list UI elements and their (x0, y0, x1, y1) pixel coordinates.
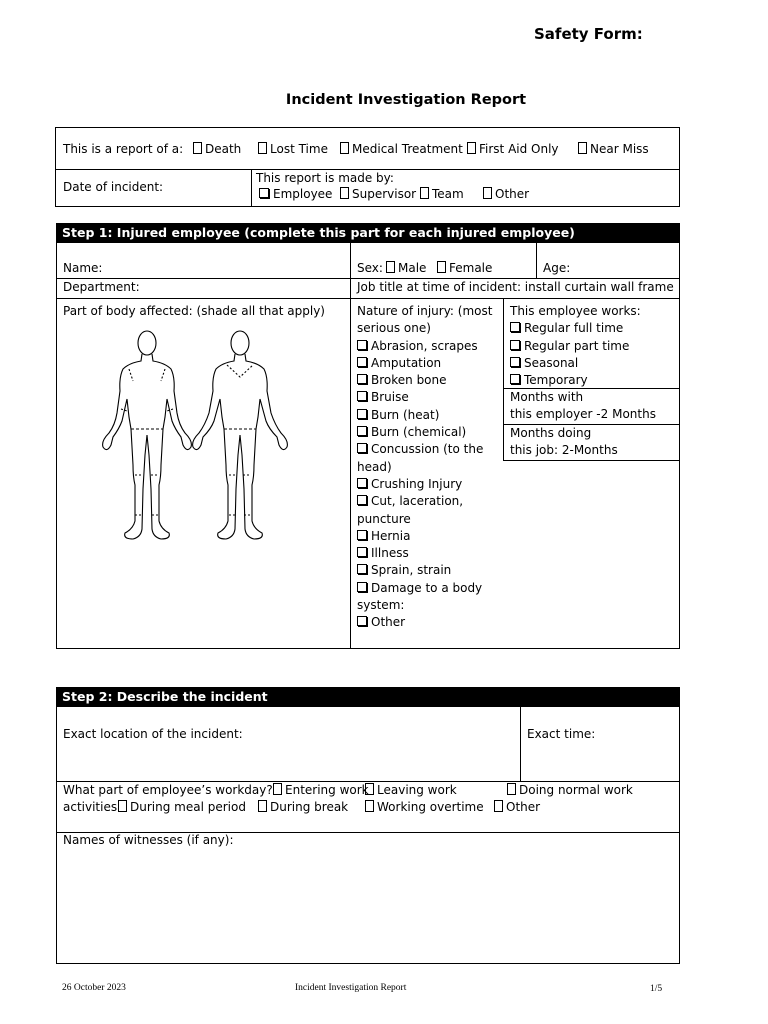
checkbox-icon (437, 261, 446, 273)
checkbox-icon (259, 188, 269, 198)
workday-entering-work[interactable]: Entering work (273, 782, 369, 799)
checkbox-icon (483, 187, 492, 199)
footer-date: 26 October 2023 (62, 983, 126, 993)
job-title: Job title at time of incident: install curtain wall frame (357, 280, 674, 294)
footer-page-number: 1/5 (650, 984, 663, 994)
nature-label: Nature of injury: (most (357, 304, 493, 318)
checkbox-icon (357, 391, 367, 401)
checkbox-icon (273, 783, 282, 795)
sex-field: Sex: (357, 261, 383, 275)
footer-doc-title: Incident Investigation Report (295, 983, 407, 993)
checkbox-icon (365, 783, 374, 795)
workday-activities: activities (63, 800, 118, 814)
checkbox-icon (340, 187, 349, 199)
checkbox-icon (365, 800, 374, 812)
checkbox-icon (357, 547, 367, 557)
checkbox-icon (510, 340, 520, 350)
nature-option[interactable]: Broken bone (357, 372, 492, 389)
workday-working-overtime[interactable]: Working overtime (365, 799, 484, 816)
checkbox-icon (118, 800, 127, 812)
months-with-value: this employer -2 Months (510, 407, 656, 422)
workday-doing-normal-work[interactable]: Doing normal work (507, 782, 633, 799)
nature-option-cont: puncture (357, 511, 411, 526)
workday-other[interactable]: Other (494, 799, 540, 816)
name-label: Name: (63, 261, 103, 275)
checkbox-icon (357, 340, 367, 350)
report-type-first-aid[interactable]: First Aid Only (467, 141, 559, 158)
step2-header: Step 2: Describe the incident (56, 687, 680, 706)
nature-option[interactable]: Other (357, 614, 492, 631)
nature-option[interactable]: Burn (heat) (357, 407, 492, 424)
date-of-incident-label: Date of incident: (63, 180, 164, 194)
checkbox-icon (510, 374, 520, 384)
checkbox-icon (420, 187, 429, 199)
checkbox-icon (357, 374, 367, 384)
checkbox-icon (510, 357, 520, 367)
works-option[interactable]: Seasonal (510, 355, 641, 372)
report-type-lost-time[interactable]: Lost Time (258, 141, 328, 158)
nature-option[interactable]: Cut, laceration, (357, 493, 492, 510)
checkbox-icon (258, 142, 267, 154)
months-doing-label: Months doing (510, 426, 592, 440)
nature-option[interactable]: Illness (357, 545, 492, 562)
checkbox-icon (578, 142, 587, 154)
checkbox-icon (507, 783, 516, 795)
checkbox-icon (340, 142, 349, 154)
checkbox-icon (357, 357, 367, 367)
checkbox-icon (357, 478, 367, 488)
checkbox-icon (357, 443, 367, 453)
nature-label: serious one) (357, 321, 431, 336)
exact-time-label: Exact time: (527, 727, 596, 741)
report-type-label: This is a report of a: (63, 142, 184, 156)
made-by-label: This report is made by: (256, 171, 394, 185)
witnesses-label: Names of witnesses (if any): (63, 833, 234, 847)
months-with-employer (510, 389, 656, 424)
checkbox-icon (467, 142, 476, 154)
checkbox-icon (357, 409, 367, 419)
months-doing-value: this job: 2-Months (510, 443, 618, 458)
workday-meal-period[interactable]: During meal period (118, 799, 246, 816)
nature-option[interactable]: Abrasion, scrapes (357, 338, 492, 355)
made-by-other[interactable]: Other (483, 186, 529, 203)
checkbox-icon (357, 426, 367, 436)
exact-location-label: Exact location of the incident: (63, 727, 243, 741)
body-part-label: Part of body affected: (shade all that apply) (63, 304, 325, 318)
nature-option[interactable]: Burn (chemical) (357, 424, 492, 441)
nature-option[interactable]: Crushing Injury (357, 476, 492, 493)
nature-option-cont: system: (357, 598, 405, 613)
report-type-death[interactable]: Death (193, 141, 241, 158)
sex-female[interactable]: Female (437, 260, 492, 277)
checkbox-icon (494, 800, 503, 812)
employee-works-list (510, 303, 641, 389)
department-label: Department: (63, 280, 140, 294)
months-with-label: Months with (510, 390, 584, 404)
checkbox-icon (386, 261, 395, 273)
report-type-medical-treatment[interactable]: Medical Treatment (340, 141, 463, 158)
checkbox-icon (258, 800, 267, 812)
nature-option-cont: head) (357, 459, 392, 474)
nature-option[interactable]: Hernia (357, 528, 492, 545)
nature-option[interactable]: Amputation (357, 355, 492, 372)
made-by-team[interactable]: Team (420, 186, 464, 203)
nature-of-injury-list (357, 303, 492, 632)
body-diagram[interactable] (95, 325, 295, 547)
checkbox-icon (357, 530, 367, 540)
made-by-employee[interactable]: Employee (259, 186, 332, 203)
step1-header: Step 1: Injured employee (complete this part for each injured employee) (56, 223, 680, 242)
safety-form-label: Safety Form: (534, 25, 643, 43)
works-option[interactable]: Regular part time (510, 338, 641, 355)
works-label: This employee works: (510, 304, 641, 318)
checkbox-icon (357, 582, 367, 592)
age-label: Age: (543, 261, 571, 275)
report-type-near-miss[interactable]: Near Miss (578, 141, 649, 158)
checkbox-icon (510, 322, 520, 332)
nature-option[interactable]: Damage to a body (357, 580, 492, 597)
sex-male[interactable]: Male (386, 260, 426, 277)
workday-label: What part of employee’s workday? (63, 783, 273, 797)
workday-during-break[interactable]: During break (258, 799, 348, 816)
checkbox-icon (357, 495, 367, 505)
workday-leaving-work[interactable]: Leaving work (365, 782, 457, 799)
months-doing-job (510, 425, 618, 460)
checkbox-icon (357, 564, 367, 574)
works-option[interactable]: Regular full time (510, 320, 641, 337)
checkbox-icon (357, 616, 367, 626)
made-by-supervisor[interactable]: Supervisor (340, 186, 416, 203)
works-option[interactable]: Temporary (510, 372, 641, 389)
checkbox-icon (193, 142, 202, 154)
page-title: Incident Investigation Report (285, 92, 527, 108)
nature-option[interactable]: Concussion (to the (357, 441, 492, 458)
nature-option[interactable]: Sprain, strain (357, 562, 492, 579)
nature-option[interactable]: Bruise (357, 389, 492, 406)
